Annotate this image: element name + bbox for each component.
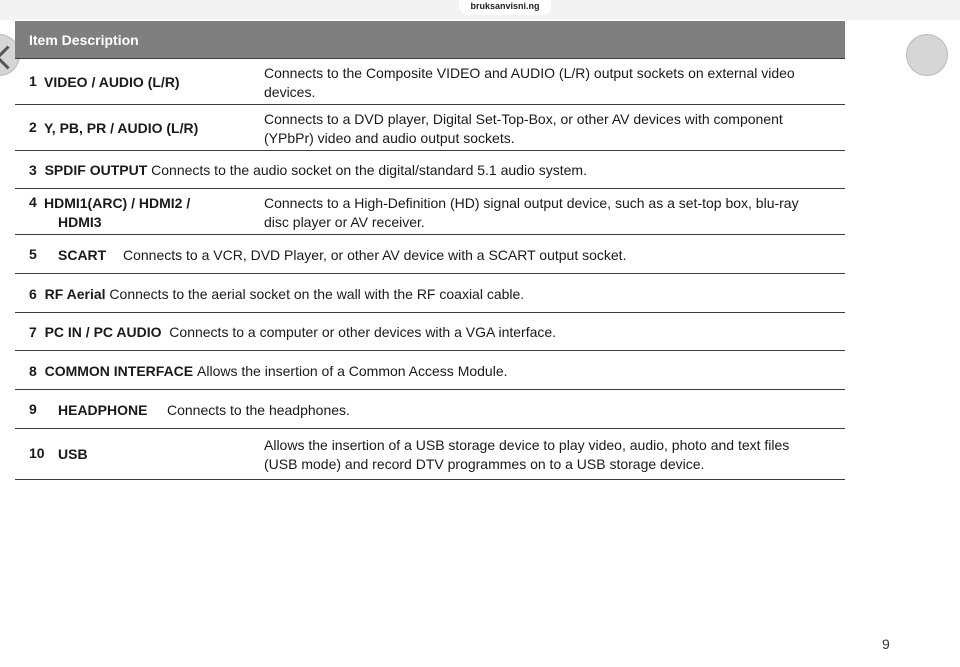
item-description-line2: devices. <box>264 84 316 100</box>
page-number: 9 <box>882 636 890 652</box>
connector-table <box>15 21 845 480</box>
item-description-line2: (YPbPr) video and audio output sockets. <box>264 130 515 146</box>
item-number: 10 <box>29 445 45 461</box>
item-description: Connects to the aerial socket on the wall with the RF coaxial cable. <box>109 286 525 302</box>
table-row <box>15 351 845 390</box>
table-header: Item Description <box>15 21 845 59</box>
item-description-line1: Connects to the Composite VIDEO and AUDIO (L/R) output sockets on external video <box>264 65 795 81</box>
item-description: Connects to a VCR, DVD Player, or other AV device with a SCART output socket. <box>123 247 627 263</box>
table-row <box>15 105 845 151</box>
item-number: 9 <box>29 401 37 417</box>
item-number: 5 <box>29 246 37 262</box>
item-label: USB <box>58 446 88 462</box>
item-number: 4 <box>29 194 37 210</box>
item-number: 2 <box>29 119 37 135</box>
item-inline-text <box>29 323 556 342</box>
item-number: 3 <box>29 162 37 178</box>
site-name-badge[interactable]: bruksanvisni.ng <box>459 0 551 15</box>
table-row <box>15 59 845 105</box>
item-label: SPDIF OUTPUT <box>44 162 148 178</box>
item-label-line2: HDMI3 <box>58 214 102 230</box>
item-label: SCART <box>58 247 107 263</box>
item-description-line1: Allows the insertion of a USB storage device to play video, audio, photo and text files <box>264 437 790 453</box>
item-label: PC IN / PC AUDIO <box>44 324 162 340</box>
item-label-line1: HDMI1(ARC) / HDMI2 / <box>44 195 191 211</box>
table-row <box>15 274 845 313</box>
table-row <box>15 313 845 351</box>
item-number: 7 <box>29 324 37 340</box>
table-row <box>15 390 845 429</box>
table-row <box>15 235 845 274</box>
table-row <box>15 429 845 480</box>
item-description: Connects to the headphones. <box>167 402 350 418</box>
item-description: Allows the insertion of a Common Access Module. <box>197 363 508 379</box>
item-description-line1: Connects to a High-Definition (HD) signal output device, such as a set-top box, blu-ray <box>264 195 799 211</box>
item-label: VIDEO / AUDIO (L/R) <box>44 74 180 90</box>
item-description-line2: (USB mode) and record DTV programmes on to a USB storage device. <box>264 456 705 472</box>
table-row <box>15 189 845 235</box>
next-page-button[interactable] <box>906 34 948 76</box>
item-description: Connects to the audio socket on the digital/standard 5.1 audio system. <box>151 162 587 178</box>
item-inline-text <box>29 161 587 180</box>
item-number: 8 <box>29 363 37 379</box>
item-description: Connects to a computer or other devices with a VGA interface. <box>169 324 557 340</box>
item-label: COMMON INTERFACE <box>44 363 194 379</box>
item-description-line2: disc player or AV receiver. <box>264 214 425 230</box>
item-inline-text <box>29 362 508 381</box>
item-label: RF Aerial <box>44 286 106 302</box>
item-label: Y, PB, PR / AUDIO (L/R) <box>44 120 199 136</box>
item-number: 1 <box>29 73 37 89</box>
item-description-line1: Connects to a DVD player, Digital Set-Top-Box, or other AV devices with component <box>264 111 783 127</box>
table-row <box>15 151 845 189</box>
item-inline-text <box>29 285 524 304</box>
top-bar <box>0 0 960 20</box>
item-number: 6 <box>29 286 37 302</box>
item-label: HEADPHONE <box>58 402 148 418</box>
